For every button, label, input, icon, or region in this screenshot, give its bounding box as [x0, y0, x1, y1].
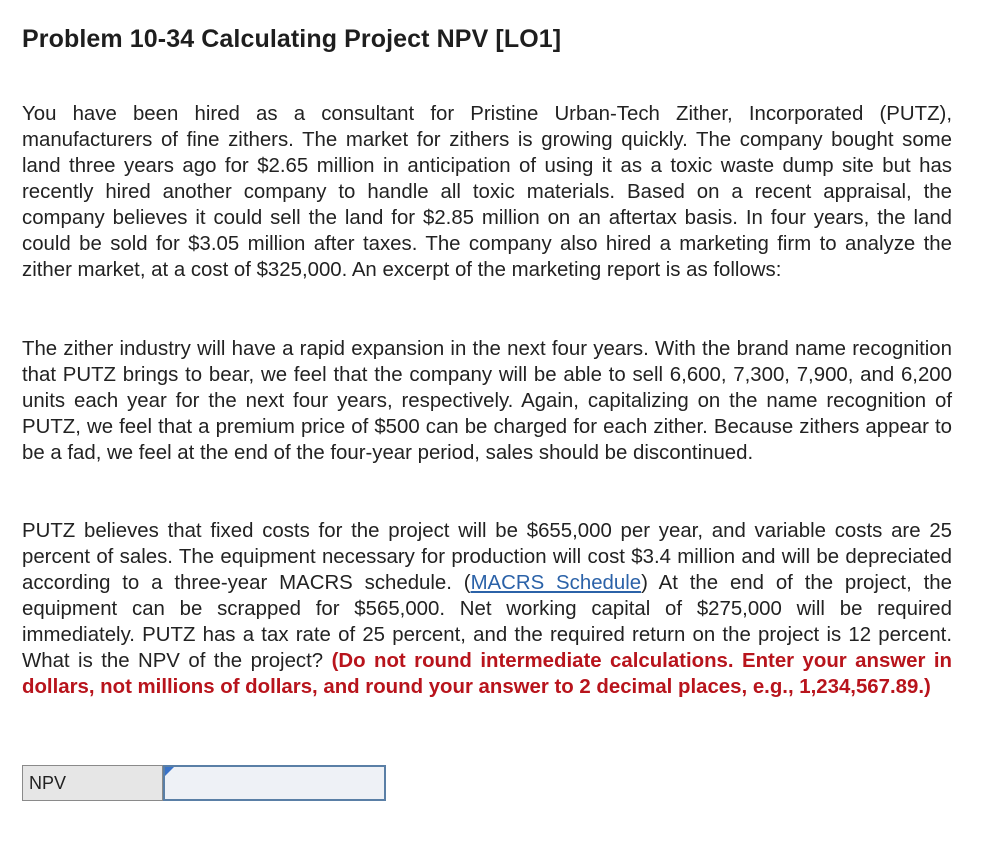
npv-answer-row — [22, 765, 386, 801]
problem-paragraph-3 — [22, 518, 952, 700]
problem-paragraph-1: You have been hired as a consultant for Pristine Urban-Tech Zither, Incorporated (PUTZ), manufacturers of fine zithers. The market for zithers is growing quickly. The company bought some land three years ago for $2.65 million in anticipation of using it as a toxic waste dump site but has recently hired another company to handle all toxic materials. Based on a recent appraisal, the company believes it could sell the land for $2.85 million on an aftertax basis. In four years, the land could be sold for $3.05 million after taxes. The company also hired a marketing firm to analyze the zither market, at a cost of $325,000. An excerpt of the marketing report is as follows: — [22, 103, 952, 281]
input-corner-marker-icon — [165, 767, 174, 776]
paragraph-3-text-a: PUTZ believes that fixed costs for the project will be $655,000 per year, and variable costs are 25 percent of sales. The equipment necessary for production will cost $3.4 million and will be depreciated according to a three-year MACRS schedule. ( — [22, 520, 952, 594]
problem-title: Problem 10-34 Calculating Project NPV [LO1] — [22, 25, 562, 53]
npv-label: NPV — [22, 765, 163, 801]
macrs-schedule-link[interactable]: MACRS Schedule — [470, 572, 642, 594]
problem-page — [22, 0, 953, 793]
npv-answer-input[interactable] — [165, 767, 384, 799]
paragraph-3-text-b: ) At the end of the project, the equipment can be scrapped for $565,000. Net working capital of $275,000 will be required immediately. PUTZ has a tax rate of 25 percent, and the required return on the project is 12 percent. What is the NPV of the project? — [22, 572, 952, 672]
marketing-report-excerpt: The zither industry will have a rapid expansion in the next four years. With the brand name recognition that PUTZ brings to bear, we feel that the company will be able to sell 6,600, 7,300, 7,900, and 6,200 units each year for the next four years, respectively. Again, capitalizing on the name recognition of PUTZ, we feel that a premium price of $500 can be charged for each zither. Because zithers appear to be a fad, we feel at the end of the four-year period, sales should be discontinued. — [22, 338, 952, 464]
npv-input-container — [163, 765, 386, 801]
answer-instructions: (Do not round intermediate calculations. Enter your answer in dollars, not millions of dollars, and round your answer to 2 decimal places, e.g., 1,234,567.89.) — [22, 650, 953, 698]
